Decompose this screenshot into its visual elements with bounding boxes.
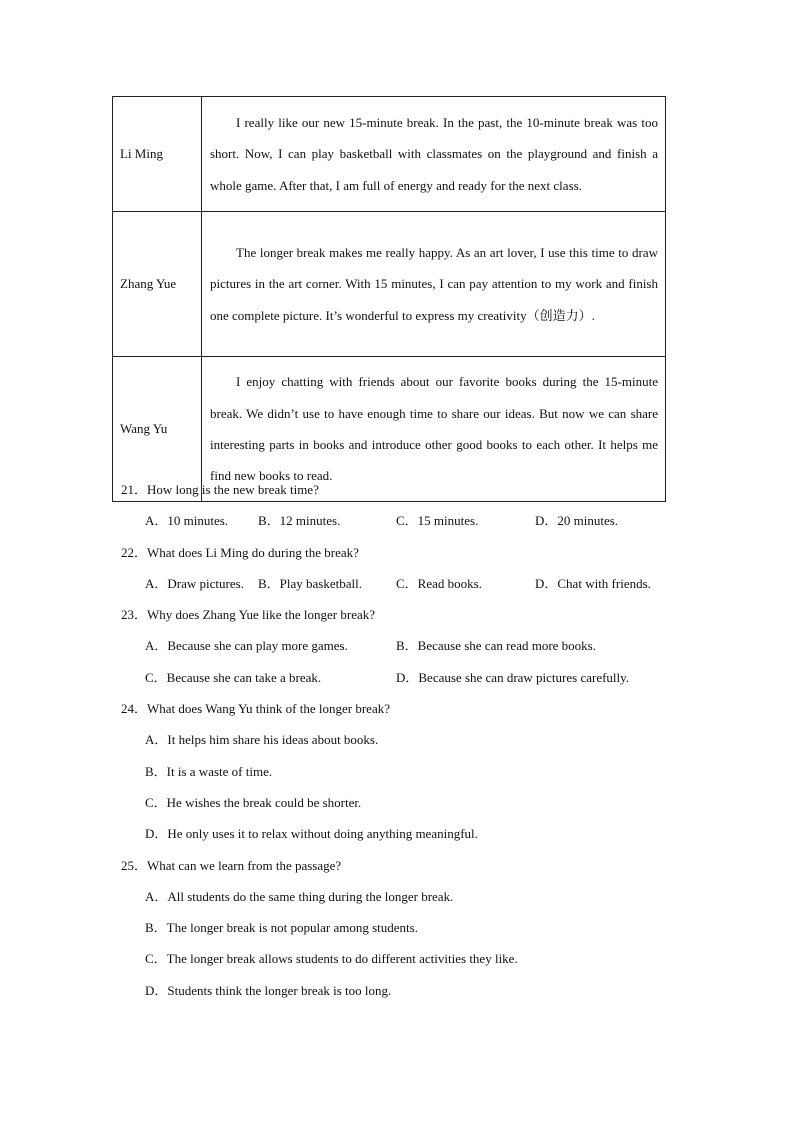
- option-b: B．The longer break is not popular among students.: [145, 920, 418, 936]
- option-row: [121, 505, 681, 536]
- option-d: D．Chat with friends.: [535, 575, 651, 591]
- option-c: C．He wishes the break could be shorter.: [145, 794, 362, 810]
- option-d: D．Because she can draw pictures carefully.: [396, 669, 630, 685]
- question-21: [121, 474, 681, 537]
- question-stem: 23．Why does Zhang Yue like the longer break?: [121, 607, 376, 623]
- question-stem: 24．What does Wang Yu think of the longer break?: [121, 701, 390, 717]
- opinion-text: I enjoy chatting with friends about our favorite books during the 15-minute break. We didn’t use to have enough time to share our ideas. But now we can share interesting parts in books and introduce other good books to each other. It helps me find new books to read.: [210, 374, 658, 484]
- question-stem: 22．What does Li Ming do during the break?: [121, 544, 359, 560]
- option-a: A．10 minutes.: [145, 513, 229, 529]
- option-d: D．20 minutes.: [535, 513, 619, 529]
- option-c: C．15 minutes.: [396, 513, 479, 529]
- option-row: [121, 630, 681, 661]
- student-name: Zhang Yue: [113, 212, 202, 357]
- student-name: Li Ming: [113, 97, 202, 212]
- student-opinion: [202, 97, 666, 212]
- opinion-text: I really like our new 15-minute break. In the past, the 10-minute break was too short. Now, I can play basketball with classmates on the playground and finish a whole game. After that, I am full of energy and ready for the next class.: [210, 115, 658, 193]
- opinion-text: The longer break makes me really happy. As an art lover, I use this time to draw pictures in the art corner. With 15 minutes, I can pay attention to my work and finish one complete picture. It’s wonderful to express my creativity（创造力）.: [210, 245, 658, 323]
- option-c: C．The longer break allows students to do different activities they like.: [145, 951, 518, 967]
- student-name: Wang Yu: [113, 357, 202, 502]
- option-d: D．He only uses it to relax without doing anything meaningful.: [145, 826, 478, 842]
- option-c: C．Because she can take a break.: [145, 669, 322, 685]
- option-row: [121, 662, 681, 693]
- question-stem: 25．What can we learn from the passage?: [121, 857, 342, 873]
- student-opinions-table: [112, 96, 666, 502]
- question-24: [121, 693, 681, 849]
- option-b: B．Because she can read more books.: [396, 638, 596, 654]
- option-a: A．All students do the same thing during the longer break.: [145, 888, 454, 904]
- student-opinion: [202, 212, 666, 357]
- question-25: [121, 850, 681, 1006]
- option-a: A．Because she can play more games.: [145, 638, 348, 654]
- option-a: A．It helps him share his ideas about books.: [145, 732, 379, 748]
- table-row: [113, 97, 666, 212]
- question-22: [121, 537, 681, 600]
- option-c: C．Read books.: [396, 575, 482, 591]
- option-b: B．Play basketball.: [258, 575, 362, 591]
- option-d: D．Students think the longer break is too long.: [145, 982, 392, 998]
- question-list: [121, 474, 681, 1006]
- table-row: [113, 212, 666, 357]
- option-b: B．12 minutes.: [258, 513, 341, 529]
- question-23: [121, 599, 681, 693]
- question-stem: 21．How long is the new break time?: [121, 482, 319, 497]
- option-a: A．Draw pictures.: [145, 575, 244, 591]
- option-row: [121, 568, 681, 599]
- option-b: B．It is a waste of time.: [145, 763, 273, 779]
